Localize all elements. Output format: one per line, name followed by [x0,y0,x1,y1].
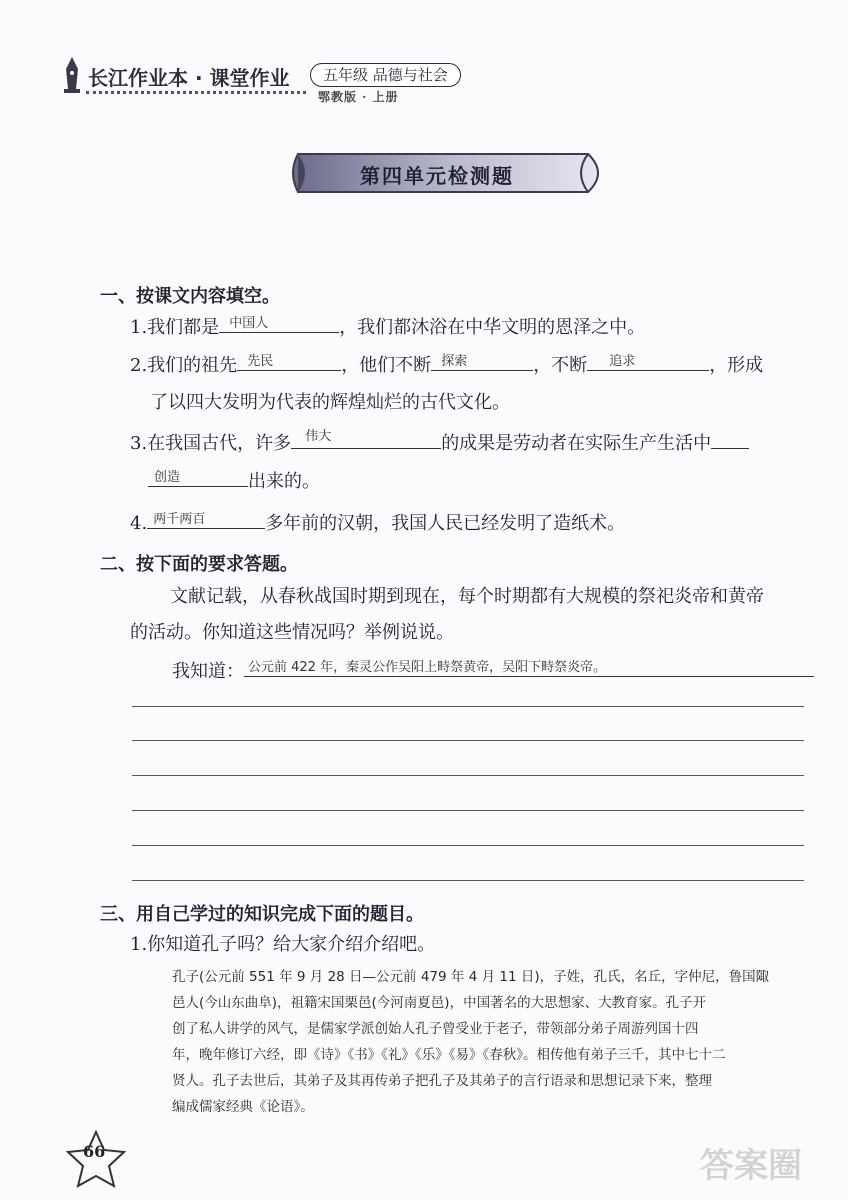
q2-blank-2[interactable] [431,350,533,371]
watermark-text: 答案圈 [700,1146,802,1186]
edition-label: 鄂教版 · 上册 [318,90,399,104]
q2-mid-1: ，他们不断 [341,355,432,376]
answer-line[interactable] [132,880,804,881]
q2-blank-1[interactable] [237,350,341,371]
confucius-answer [172,964,802,1120]
q1-suffix: ，我们都沐浴在中华文明的恩泽之中。 [339,317,646,338]
answer-line-text: 编成儒家经典《论语》。 [172,1099,314,1115]
answer-line-text: 孔子(公元前 551 年 9 月 28 日—公元前 479 年 4 月 11 日)，子姓，孔氏，名丘，字仲尼，鲁国陬 [172,969,770,985]
know-label: 我知道： [172,661,244,682]
q3-prefix: 3.在我国古代，许多 [130,433,292,454]
answer-line-text: 邑人(今山东曲阜)，祖籍宋国栗邑(今河南夏邑)，中国著名的大思想家、大教育家。孔子开 [172,995,707,1011]
answer-line[interactable] [132,775,804,776]
grade-subject-badge: 五年级 品德与社会 [310,63,461,87]
q3-line-2-suffix: 出来的。 [248,471,320,492]
q3-blank-2-start [711,428,749,449]
know-line [172,656,814,683]
answer-line[interactable] [132,810,804,811]
q4-answer: 两千两百 [153,512,206,527]
question-1-1 [130,312,645,339]
pen-nib-logo-icon [60,55,84,95]
unit-test-title: 第四单元检测题 [360,164,514,188]
q3-blank-1[interactable] [291,428,441,449]
section-1-heading: 一、按课文内容填空。 [100,286,280,307]
section-2-text-1: 文献记载，从春秋战国时期到现在，每个时期都有大规模的祭祀炎帝和黄帝 [170,586,764,607]
section-3-question-1: 1.你知道孔子吗？给大家介绍介绍吧。 [130,934,436,955]
question-1-2-line-2: 了以四大发明为代表的辉煌灿烂的古代文化。 [150,392,510,413]
question-1-3-line-2 [148,466,320,493]
watermark-logo [700,1138,840,1193]
section-2-heading: 二、按下面的要求答题。 [100,554,298,575]
question-1-2 [130,350,763,377]
brand-title: 长江作业本 · 课堂作业 [88,66,290,90]
q3-blank-2[interactable] [148,466,248,487]
answer-line-text: 年，晚年修订六经，即《诗》《书》《礼》《乐》《易》《春秋》。相传他有弟子三千，其中七十二 [172,1047,726,1063]
know-answer: 公元前 422 年，秦灵公作吴阳上畤祭黄帝，吴阳下畤祭炎帝。 [248,660,607,675]
q1-blank[interactable] [219,312,339,333]
answer-line[interactable] [132,740,804,741]
section-2-text-2: 的活动。你知道这些情况吗？举例说说。 [130,622,454,643]
answer-line-text: 贤人。孔子去世后，其弟子及其再传弟子把孔子及其弟子的言行语录和思想记录下来，整理 [172,1073,712,1089]
q3-answer-2: 创造 [154,470,181,485]
q1-prefix: 1.我们都是 [130,317,220,338]
question-1-3 [130,428,749,455]
answer-line[interactable] [132,706,804,707]
q3-answer-1: 伟大 [305,429,332,444]
answer-line-text: 创了私人讲学的风气，是儒家学派创始人孔子曾受业于老子，带领部分弟子周游列国十四 [172,1021,699,1037]
section-3-heading: 三、用自己学过的知识完成下面的题目。 [100,904,424,925]
q4-prefix: 4. [130,513,148,534]
page-number: 66 [83,1142,106,1161]
q2-suffix: ，形成 [709,355,764,376]
q2-mid-2: ，不断 [533,355,588,376]
q2-answer-3: 追求 [609,354,636,369]
question-1-4 [130,508,625,535]
q2-blank-3[interactable] [587,350,709,371]
q3-suffix: 的成果是劳动者在实际生产生活中 [441,433,712,454]
answer-line[interactable] [132,845,804,846]
header-divider [86,91,306,102]
know-answer-field[interactable] [244,656,814,677]
q4-suffix: 多年前的汉朝，我国人民已经发明了造纸术。 [265,513,626,534]
q1-answer: 中国人 [229,316,269,331]
q2-answer-1: 先民 [247,354,274,369]
q4-blank[interactable] [147,508,265,529]
q2-answer-2: 探索 [441,354,468,369]
q2-prefix: 2.我们的祖先 [130,355,238,376]
